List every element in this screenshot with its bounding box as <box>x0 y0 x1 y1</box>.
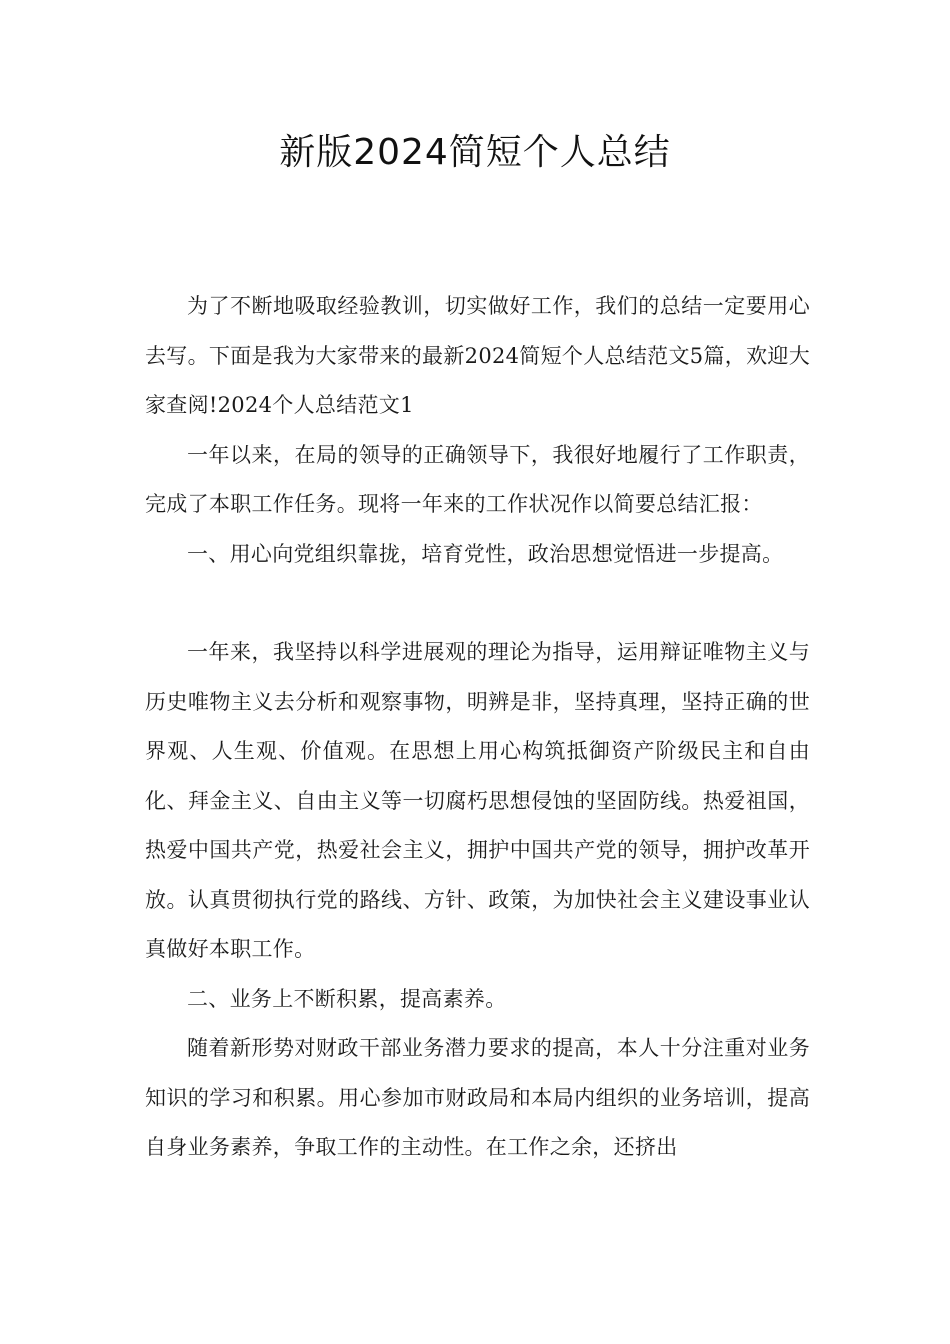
paragraph-business: 随着新形势对财政干部业务潜力要求的提高，本人十分注重对业务知识的学习和积累。用心参加市财政局和本局内组织的业务培训，提高自身业务素养，争取工作的主动性。在工作之余，还挤出 <box>145 1036 810 1159</box>
document-title: 新版2024简短个人总结 <box>279 132 671 173</box>
section-heading-2: 二、业务上不断积累，提高素养。 <box>187 986 507 1011</box>
paragraph-intro: 为了不断地吸取经验教训，切实做好工作，我们的总结一定要用心去写。下面是我为大家带来的最新2024简短个人总结范文5篇，欢迎大家查阅!2024个人总结范文1 <box>145 294 810 417</box>
paragraph-political: 一年来，我坚持以科学进展观的理论为指导，运用辩证唯物主义与历史唯物主义去分析和观察事物，明辨是非，坚持真理，坚持正确的世界观、人生观、价值观。在思想上用心构筑抵御资产阶级民主和自由化、拜金主义、自由主义等一切腐朽思想侵蚀的坚固防线。热爱祖国，热爱中国共产党，热爱社会主义，拥护中国共产党的领导，拥护改革开放。认真贯彻执行党的路线、方针、政策，为加快社会主义建设事业认真做好本职工作。 <box>145 640 810 961</box>
document-body <box>145 282 810 1173</box>
paragraph-overview: 一年以来，在局的领导的正确领导下，我很好地履行了工作职责，完成了本职工作任务。现将一年来的工作状况作以简要总结汇报： <box>145 442 810 516</box>
section-heading-1: 一、用心向党组织靠拢，培育党性，政治思想觉悟进一步提高。 <box>187 541 784 566</box>
